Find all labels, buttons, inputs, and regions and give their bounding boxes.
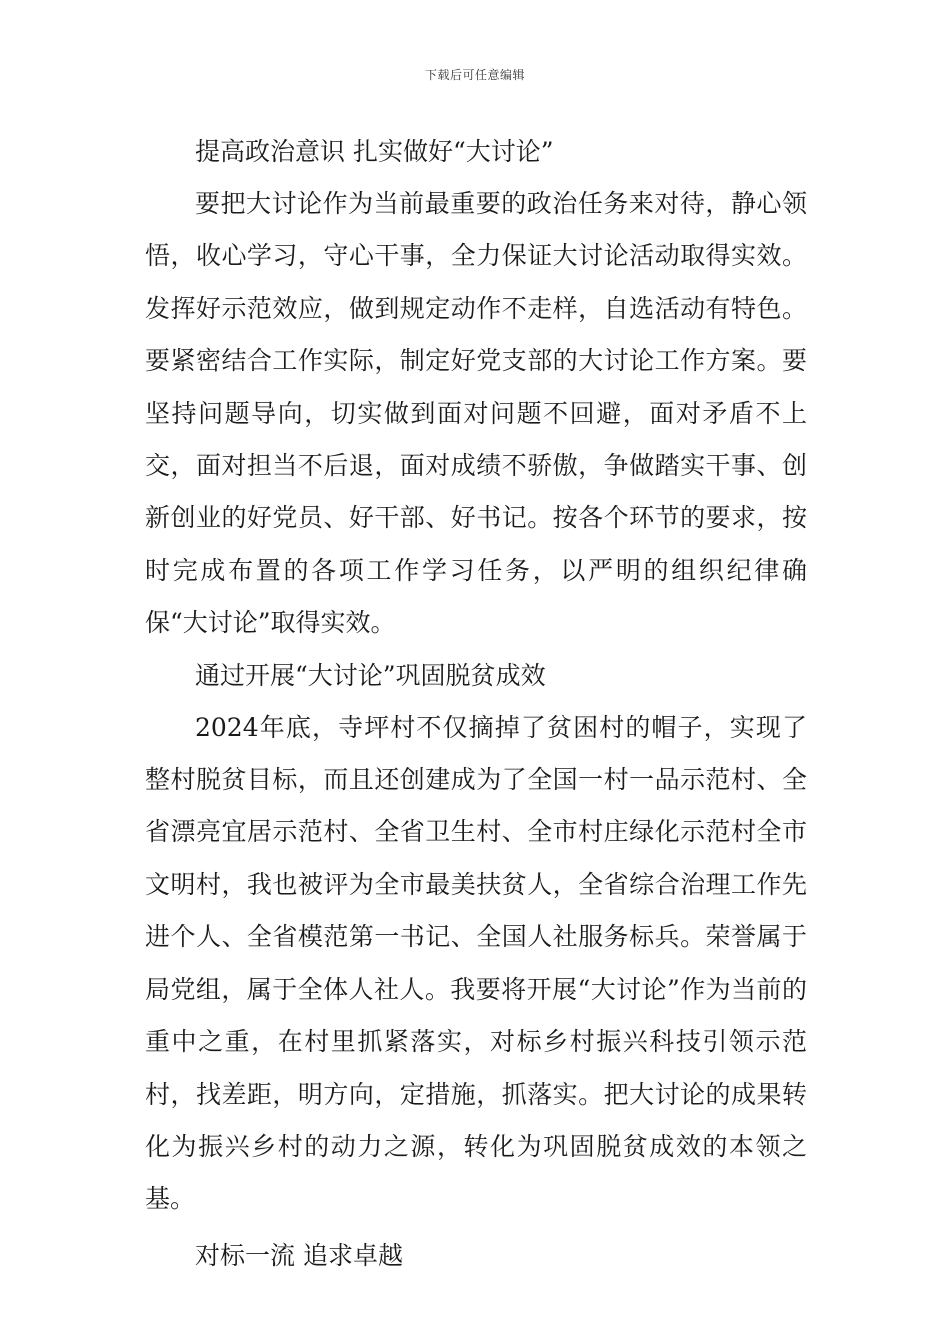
section-heading-2: 通过开展“大讨论”巩固脱贫成效 bbox=[195, 660, 546, 690]
section-paragraph-1: 要把大讨论作为当前最重要的政治任务来对待，静心领悟，收心学习，守心干事，全力保证大讨论活动取得实效。发挥好示范效应，做到规定动作不走样，自选活动有特色。要紧密结合工作实际，制定好党支部的大讨论工作方案。要坚持问题导向，切实做到面对问题不回避，面对矛盾不上交，面对担当不后退，面对成绩不骄傲，争做踏实干事、创新创业的好党员、好干部、好书记。按各个环节的要求，按时完成布置的各项工作学习任务，以严明的组织纪律确保“大讨论”取得实效。 bbox=[145, 189, 807, 638]
document-body bbox=[145, 126, 807, 1282]
section-paragraph-2: 2024年底，寺坪村不仅摘掉了贫困村的帽子，实现了整村脱贫目标，而且还创建成为了全国一村一品示范村、全省漂亮宜居示范村、全省卫生村、全市村庄绿化示范村全市文明村，我也被评为全市最美扶贫人，全省综合治理工作先进个人、全省模范第一书记、全国人社服务标兵。荣誉属于局党组，属于全体人社人。我要将开展“大讨论”作为当前的重中之重，在村里抓紧落实，对标乡村振兴科技引领示范村，找差距，明方向，定措施，抓落实。把大讨论的成果转化为振兴乡村的动力之源，转化为巩固脱贫成效的本领之基。 bbox=[145, 712, 807, 1214]
section-heading-1: 提高政治意识 扎实做好“大讨论” bbox=[195, 137, 554, 166]
section-heading-3: 对标一流 追求卓越 bbox=[195, 1240, 403, 1270]
header-note: 下载后可任意编辑 bbox=[424, 68, 525, 82]
